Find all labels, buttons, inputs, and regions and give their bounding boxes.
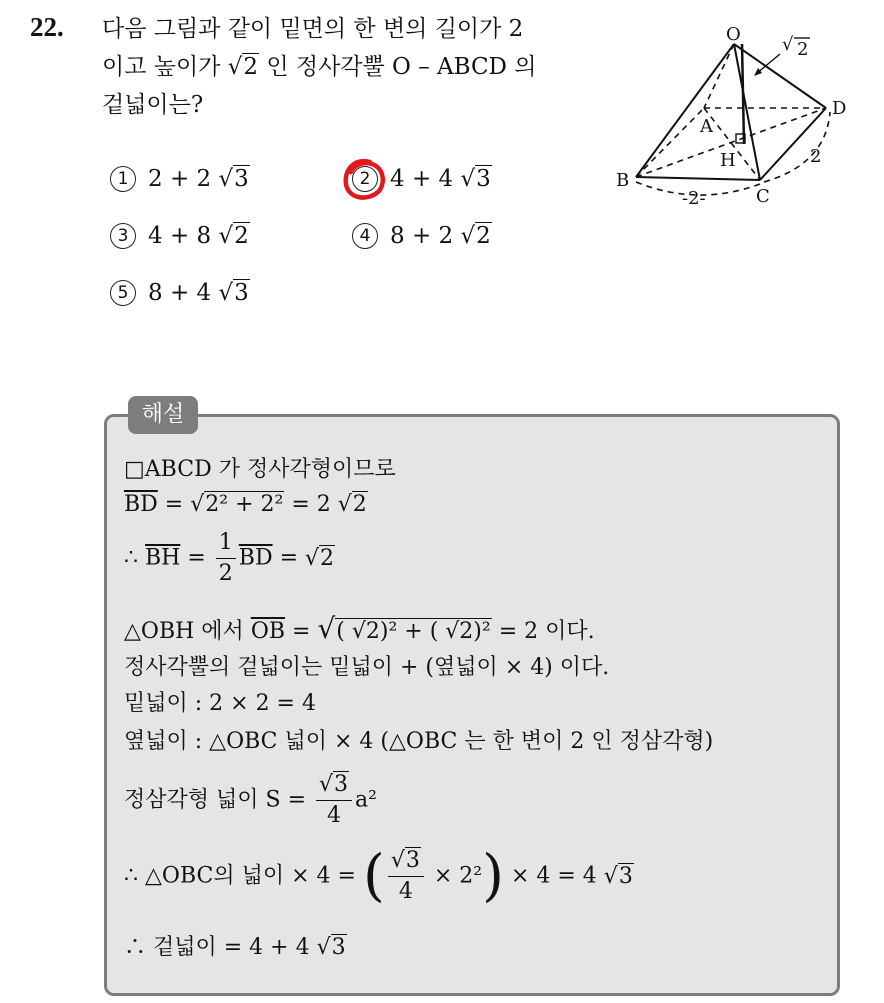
label-a: A xyxy=(700,116,713,137)
sqrt-argument: 2 xyxy=(234,223,249,249)
fraction-numerator: 1 xyxy=(216,528,236,559)
equals-sign: = xyxy=(157,492,191,517)
right-paren: ) xyxy=(482,843,504,909)
choice-text: 2 + 2 xyxy=(148,166,219,192)
sqrt-argument: 3 xyxy=(331,935,346,960)
choice-text: 8 + 4 xyxy=(148,280,219,306)
solution-line-8 xyxy=(124,770,377,831)
sqrt-argument: 2² + 2² xyxy=(205,492,284,517)
choice-number: 4 xyxy=(352,223,378,249)
equation-middle: = 2 xyxy=(284,492,338,517)
segment-bd: $\overline{BD}$ xyxy=(238,545,273,571)
choice-text: 8 + 2 xyxy=(390,223,461,249)
sqrt-argument: 3 xyxy=(618,863,633,889)
edge-bc xyxy=(636,177,760,180)
choice-4[interactable] xyxy=(352,223,492,249)
choice-1[interactable] xyxy=(110,166,250,192)
segment-bh: $\overline{BH}$ xyxy=(145,545,181,571)
segment-ob: $\overline{OB}$ xyxy=(250,619,286,644)
height-oh xyxy=(742,44,744,144)
sqrt-argument: 2 xyxy=(243,54,259,80)
choice-number: 5 xyxy=(110,280,136,306)
label-o: O xyxy=(726,24,741,45)
fraction-sqrt3-over-4 xyxy=(388,846,424,907)
left-paren: ( xyxy=(362,843,385,909)
therefore-sign: ∴ xyxy=(124,545,145,571)
equals-sign: = xyxy=(180,545,213,571)
height-label xyxy=(754,34,810,76)
sqrt-expression: √3 xyxy=(603,863,633,889)
edge-oa xyxy=(704,44,734,108)
choice-number: 2 xyxy=(352,166,378,192)
question-line-2 xyxy=(102,48,602,86)
equation-result: = 2 이다. xyxy=(491,619,595,644)
times-two-squared: × 2² xyxy=(426,863,483,889)
equals-sign: = xyxy=(285,619,318,644)
sqrt-expression: √( √2)² + ( √2)² xyxy=(317,612,491,645)
solution-tab: 해설 xyxy=(128,396,198,434)
sqrt-argument: 2 xyxy=(352,492,367,517)
sqrt-argument: 3 xyxy=(405,848,420,873)
label-bc-length: -2- xyxy=(682,188,706,209)
fraction-denominator: 2 xyxy=(218,561,233,586)
solution-line-7: 옆넓이 : △OBC 넓이 × 4 (△OBC 는 한 변이 2 인 정삼각형) xyxy=(124,729,714,754)
solution-line-3 xyxy=(124,528,335,589)
sqrt-expression: √2 xyxy=(337,492,367,517)
segment-bd: $\overline{BD}$ xyxy=(124,492,158,517)
answer-mark-icon xyxy=(340,156,388,204)
label-d: D xyxy=(832,98,847,119)
area-times-four-text: ∴ △OBC의 넓이 × 4 = xyxy=(124,863,363,889)
equals-sign: = xyxy=(272,545,306,571)
choice-3[interactable] xyxy=(110,223,250,249)
sqrt-argument: 3 xyxy=(334,772,349,797)
sqrt-argument: 3 xyxy=(234,166,249,192)
question-text xyxy=(102,10,602,124)
sqrt-expression: √3 xyxy=(319,772,349,797)
sqrt-expression: √3 xyxy=(390,848,420,873)
solution-line-10 xyxy=(124,930,347,961)
sqrt-expression: √3 xyxy=(218,280,249,306)
question-line-2-pre: 이고 높이가 xyxy=(102,54,228,80)
label-cd-length: 2 xyxy=(810,146,822,167)
fraction-half xyxy=(216,528,236,589)
label-h: H xyxy=(720,150,736,171)
choice-text: 4 + 8 xyxy=(148,223,219,249)
choice-5[interactable] xyxy=(110,280,250,306)
edge-ab xyxy=(636,108,704,177)
choice-number: 1 xyxy=(110,166,136,192)
sqrt-expression: √3 xyxy=(218,166,249,192)
sqrt-expression: √3 xyxy=(316,935,346,960)
total-area-text: ∴ 겉넓이 = 4 + 4 xyxy=(124,935,317,960)
choice-number: 3 xyxy=(110,223,136,249)
fraction-denominator: 4 xyxy=(398,879,413,904)
sqrt-argument: ( √2)² + ( √2)² xyxy=(336,619,491,644)
triangle-obh-text: △OBH 에서 xyxy=(124,619,251,644)
equilateral-area-text: 정삼각형 넓이 S = xyxy=(124,787,313,813)
sqrt-expression: √3 xyxy=(460,166,491,192)
question-line-3: 겉넓이는? xyxy=(102,92,204,118)
sqrt-expression: √2 xyxy=(460,223,491,249)
question-line-2-post: 인 정사각뿔 O – ABCD 의 xyxy=(259,54,537,80)
solution-line-6: 밑넓이 : 2 × 2 = 4 xyxy=(124,691,316,716)
a-squared: a² xyxy=(355,787,377,813)
question-line-1: 다음 그림과 같이 밑면의 한 변의 길이가 2 xyxy=(102,16,524,42)
sqrt-argument: 2 xyxy=(476,223,491,249)
sqrt-expression: √2 xyxy=(227,54,259,80)
pyramid-diagram xyxy=(612,22,862,222)
fraction-sqrt3-over-4 xyxy=(316,770,352,831)
sqrt-expression: √2 xyxy=(218,223,249,249)
solution-line-2 xyxy=(124,492,368,517)
sqrt-argument: 2 xyxy=(320,545,335,571)
sqrt-expression: √2² + 2² xyxy=(190,492,284,517)
label-c: C xyxy=(756,186,770,207)
sqrt-argument: 3 xyxy=(476,166,491,192)
edge-od xyxy=(734,44,826,108)
choice-text: 4 + 4 xyxy=(390,166,461,192)
edge-cd xyxy=(760,108,826,180)
solution-line-5: 정사각뿔의 겉넓이는 밑넓이 + (옆넓이 × 4) 이다. xyxy=(124,655,610,680)
svg-text:√: √ xyxy=(782,34,794,55)
solution-line-1: □ABCD 가 정사각형이므로 xyxy=(124,457,396,482)
sqrt-expression: √2 xyxy=(305,545,335,571)
height-value: 2 xyxy=(797,39,809,60)
solution-line-4 xyxy=(124,612,595,645)
equation-result: × 4 = 4 xyxy=(503,863,604,889)
label-b: B xyxy=(616,170,630,191)
fraction-denominator: 4 xyxy=(327,803,342,828)
question-number: 22. xyxy=(30,12,64,42)
solution-line-9 xyxy=(124,843,634,909)
edge-oc xyxy=(734,44,760,180)
sqrt-argument: 3 xyxy=(234,280,249,306)
